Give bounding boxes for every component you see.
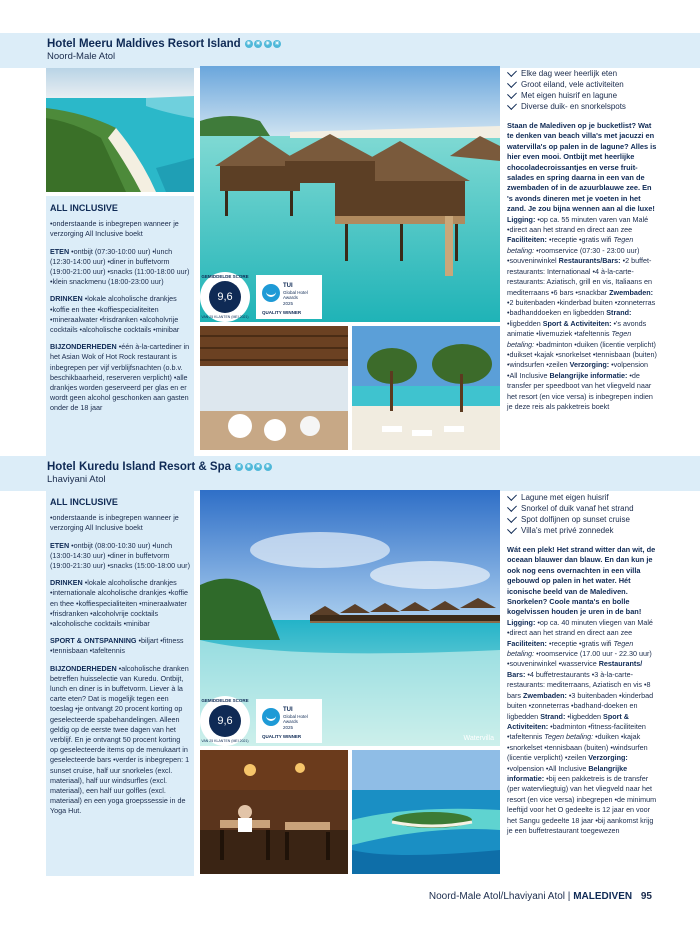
- footer-country: MALEDIVEN: [573, 891, 633, 902]
- tui-logo-icon: [262, 284, 280, 302]
- hotel1-rating: [245, 40, 282, 48]
- sun-icon: ☀: [265, 464, 270, 470]
- checkmark-icon: [507, 78, 517, 88]
- hotel2-title: [47, 461, 700, 473]
- hotel1-badges: [200, 272, 322, 322]
- hotel2-intro: Wát een plek! Het strand witter dan wit, de oceaan blauwer dan blauw. En dan kun je ook nog eens overnachten in een villa gebouwd op palen in het water. Hét iconische beeld van de Malediven. Snorkelen? Coole manta's en bolle kogelvissen houden je uren in de ban!: [507, 545, 656, 617]
- sun-icon: ☀: [255, 464, 261, 470]
- sun-icon: ☀: [246, 41, 252, 47]
- feature-item: [507, 90, 657, 101]
- sun-icon: ☀: [265, 41, 271, 47]
- hotel1-photo-beach: [352, 326, 500, 450]
- sun-icon: ☀: [246, 464, 251, 470]
- feature-item: [507, 525, 657, 536]
- hotel1-all-inclusive: [46, 196, 194, 456]
- feature-item: [507, 503, 657, 514]
- hotel2-name: Hotel Kuredu Island Resort & Spa: [47, 461, 232, 473]
- checkmark-icon: [507, 89, 517, 99]
- photo-caption: Watervilla: [463, 735, 494, 742]
- hotel1-intro: Staan de Malediven op je bucketlist? Wat te denken van beach villa's met jacuzzi en watervilla's op palen in de lagune? Alles is hier even mooi. Ontbijt met heerlijke chocoladecroissantjes en verse fruit-salades en spring daarna in een van de zwembaden of in de azuurblauwe zee. En 's avonds dineren met je voeten in het zand. Je zou bijna wennen aan al die luxe!: [507, 121, 657, 214]
- feature-text: Met eigen huisrif en lagune: [521, 91, 618, 100]
- checkmark-icon: [507, 502, 517, 512]
- hotel2-ai-content: •onderstaande is inbegrepen wanneer je verzorging All Inclusive boekt ETEN •ontbijt (08:00-10:30 uur) •lunch (13:00-14:30 uur) •diner in buffetvorm (19:00-21:30 uur) •snacks (15:00-18:00 uur) DRINKEN •lokale alcoholische drankjes •internationale alcoholische drankjes •koffie en thee •koffiespecialiteiten •mineraalwater •frisdranken •alcoholvrije cocktails •alcoholische cocktails •minibar SPORT & ONTSPANNING •biljart •fitness •tennisbaan •tafeltennis BIJZONDERHEDEN •alcoholische dranken betreffen huisselectie van Kuredu. Ontbijt, lunch en diner is in buffetvorm. Liever à la carte eten? Dat is mogelijk tegen een toeslag •je ontvangt 20 procent korting op geselecteerde spabehandelingen. Alleen geldig op de eerste twee dagen van het verblijf. En je ontvangt 50 procent korting op geselecteerde items op de menukaart in geselecteerde bars •verder is inbegrepen: 1 sunset cruise, half uur snorkeles (excl. materiaal), half uur windsurfles (excl. materiaal), een half uur golfles (excl. materiaal) en een yoga groepssessie in de Yoga Hut.: [50, 513, 190, 816]
- tui-logo-icon: [262, 708, 280, 726]
- hotel2-photo-restaurant: [200, 750, 348, 874]
- hotel2-all-inclusive: [46, 490, 194, 876]
- feature-item: [507, 68, 657, 79]
- hotel1-photo-restaurant: [200, 326, 348, 450]
- score-badge: GEMIDDELDE SCORE 9,6 VAN 25 KLANTEN (MEI 2021): [200, 272, 250, 322]
- checkmark-icon: [507, 513, 517, 523]
- score-value: 9,6: [209, 705, 241, 737]
- feature-item: [507, 492, 657, 503]
- page-number: 95: [640, 891, 652, 902]
- score-value: 9,6: [209, 281, 241, 313]
- feature-text: Snorkel of duik vanaf het strand: [521, 504, 634, 513]
- page-footer: [429, 891, 652, 902]
- feature-text: Lagune met eigen huisrif: [521, 493, 609, 502]
- feature-text: Elke dag weer heerlijk eten: [521, 69, 618, 78]
- feature-text: Villa's met privé zonnedek: [521, 526, 614, 535]
- hotel2-header: [0, 456, 700, 491]
- hotel1-ai-title: ALL INCLUSIVE: [50, 203, 118, 213]
- checkmark-icon: [507, 67, 517, 77]
- hotel1-features: [507, 68, 657, 112]
- hotel2-rating: [235, 463, 272, 471]
- hotel1-ai-content: •onderstaande is inbegrepen wanneer je verzorging All Inclusive boekt ETEN •ontbijt (07:30-10:00 uur) •lunch (12:30-14:00 uur) •diner in buffetvorm (19:00-21:00 uur) •snacks (11:00-18:00 uur) •klein snackmenu (18:00-23:00 uur) DRINKEN •lokale alcoholische drankjes •koffie en thee •koffiespecialiteiten •mineraalwater •frisdranken •alcoholvrije cocktails •alcoholische cocktails •minibar BIJZONDERHEDEN •één à-la-cartediner in het Asian Wok of Hot Rock restaurant is inbegrepen per vijf verblijfsnachten (o.b.v. beschikbaarheid, reserveren verplicht) •alle drankjes worden geserveerd per glas en er wordt geen alcohol geschonken aan gasten onder de 18 jaar: [50, 219, 190, 413]
- checkmark-icon: [507, 524, 517, 534]
- hotel1-photo-island: [46, 68, 194, 192]
- hotel1-description: [507, 68, 657, 412]
- hotel1-info: Ligging: •op ca. 55 minuten varen van Malé •direct aan het strand en direct aan zee Faciliteiten: •receptie •gratis wifi Tegen betaling: •roomservice (07:30 - 23:00 uur) •souvenirwinkel Restaurants/Bars: •2 buffet-restaurants: Internationaal •4 à-la-carte-restaurants: Aziatisch, grill en vis, Italiaans en mediterraans •6 bars •snackbar Zwembaden: •2 buitenbaden •kinderbad buiten •zonneterras •badhanddoeken en ligbedden Strand: •ligbedden Sport & Activiteiten: •'s avonds animatie •livemuziek •tafeltennis Tegen betaling: •badminton •duiken (licentie verplicht) •duikset •kajak •snorkelset •tennisbaan (buiten) •windsurfen •zeilen Verzorging: •volpension •All Inclusive Belangrijke informatie: •de transfer per speedboot van het vliegveld naar het resort (en vice versa) is inbegrepen indien je deze reis als pakketreis boekt: [507, 214, 657, 411]
- feature-item: [507, 514, 657, 525]
- feature-item: [507, 79, 657, 90]
- feature-item: [507, 101, 657, 112]
- award-badge: TUI Global Hotel Awards 2025 QUALITY WINNER: [256, 699, 322, 743]
- score-badge: GEMIDDELDE SCORE 9,6 VAN 25 KLANTEN (MEI 2021): [200, 696, 250, 746]
- hotel1-name: Hotel Meeru Maldives Resort Island: [47, 38, 241, 50]
- hotel2-features: [507, 492, 657, 536]
- feature-text: Groot eiland, vele activiteiten: [521, 80, 624, 89]
- checkmark-icon: [507, 100, 517, 110]
- footer-regions: Noord-Male Atol/Lhaviyani Atol |: [428, 891, 571, 902]
- hotel1-header: [0, 33, 700, 68]
- sun-icon: ☀: [255, 41, 261, 47]
- sun-icon: ☀: [236, 464, 242, 470]
- hotel1-location: Noord-Male Atol: [47, 51, 116, 62]
- hotel1-title: [47, 38, 700, 50]
- feature-text: Diverse duik- en snorkelspots: [521, 102, 626, 111]
- hotel2-badges: [200, 696, 322, 746]
- award-badge: TUI Global Hotel Awards 2025 QUALITY WINNER: [256, 275, 322, 319]
- hotel2-ai-title: ALL INCLUSIVE: [50, 497, 118, 507]
- hotel2-description: [507, 492, 657, 836]
- hotel2-photo-atoll: [352, 750, 500, 874]
- checkmark-icon: [507, 491, 517, 501]
- feature-text: Spot dolfijnen op sunset cruise: [521, 515, 630, 524]
- hotel2-info: Ligging: •op ca. 40 minuten vliegen van Malé •direct aan het strand en direct aan zee Faciliteiten: •receptie •gratis wifi Tegen betaling: •roomservice (17.00 uur - 22.30 uur) •souvenirwinkel •wasservice Restaurants/ Bars: •4 buffetrestaurants •3 à-la-carte-restaurants: mediterraans, Aziatisch en vis •8 bars Zwembaden: •3 buitenbaden •kinderbad buiten •zonneterras •badhand-doeken en ligbedden Strand: •ligbedden Sport & Activiteiten: •badminton •fitness-faciliteiten •tafeltennis Tegen betaling: •duiken •kajak •snorkelset •tennisbaan (buiten) •windsurfen (licentie verplicht) •zeilen Verzorging: •volpension •All Inclusive Belangrijke informatie: •bij een pakketreis is de transfer (per watervliegtuig) van het vliegveld naar het resort (en vice versa) inbegrepen •de minimum leeftijd voor het O gedeelte is 12 jaar en voor het Sangu gedeelte 18 jaar •bij aankomst krijg je een buffetrestaurant toegewezen: [507, 617, 657, 835]
- sun-icon: ☀: [274, 41, 280, 47]
- hotel2-location: Lhaviyani Atol: [47, 474, 106, 485]
